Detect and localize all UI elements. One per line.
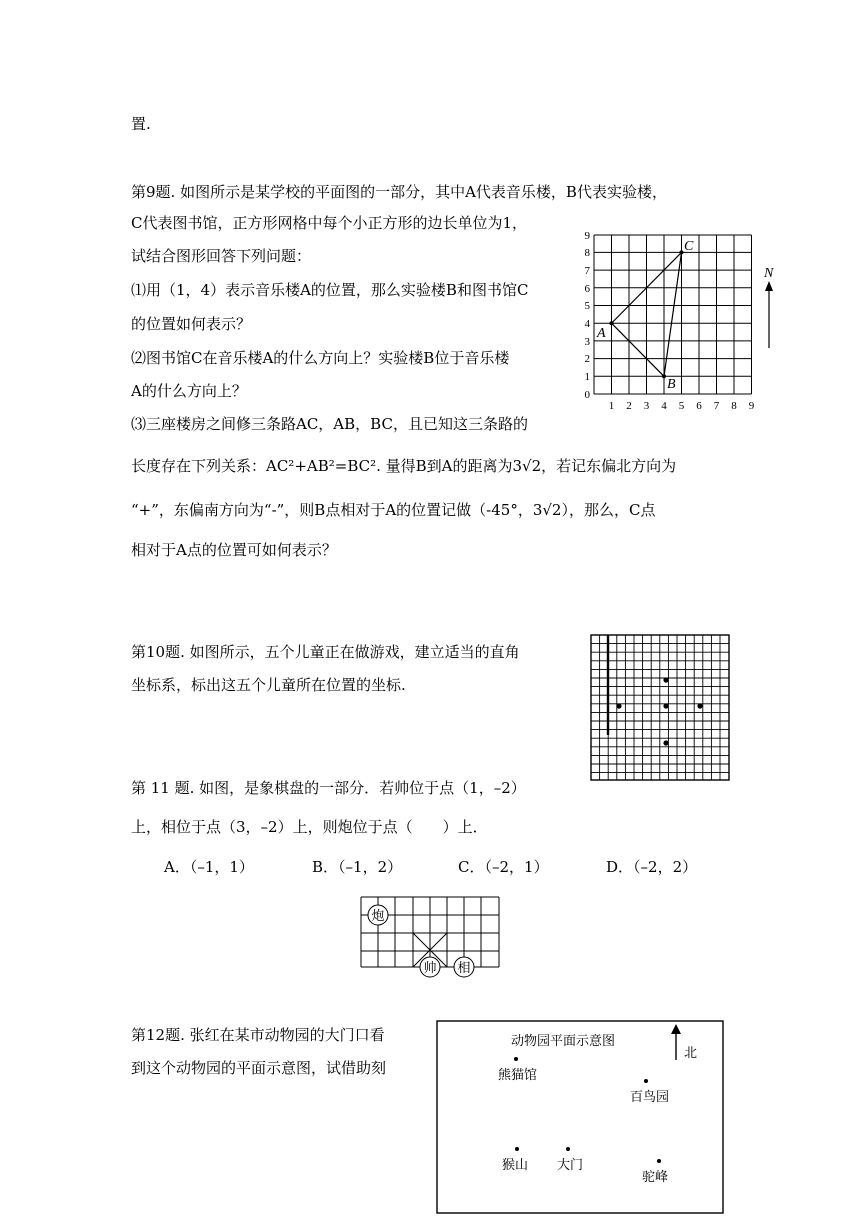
q9-line-10: “+”，东偏南方向为“-”，则B点相对于A的位置记做（-45°，3√2），那么，C点 [131, 501, 656, 519]
label-b: B [667, 377, 676, 392]
label-a: A [597, 326, 606, 341]
q12-line-1: 第12题. 张红在某市动物园的大门口看 [131, 1026, 385, 1044]
monkey-dot [515, 1147, 519, 1151]
child-point [663, 677, 668, 682]
continued-text: 置. [131, 115, 151, 133]
q9-line-9: 长度存在下列关系：AC²+AB²=BC². 量得B到A的距离为3√2，若记东偏北方向为 [131, 457, 677, 475]
y-tick: 8 [584, 247, 590, 259]
birds-label: 百鸟园 [630, 1089, 670, 1104]
child-point [697, 703, 702, 708]
x-tick: 7 [713, 400, 720, 412]
pao-label: 炮 [371, 908, 385, 923]
shuai-label: 帅 [423, 960, 437, 975]
q9-line-11: 相对于A点的位置可如何表示？ [131, 541, 337, 559]
q10-line-2: 坐标系，标出这五个儿童所在位置的坐标. [131, 676, 406, 694]
q9-line-3: 试结合图形回答下列问题： [131, 247, 312, 265]
monkey-label: 猴山 [502, 1157, 529, 1172]
x-tick: 9 [748, 400, 755, 412]
child-point [663, 703, 668, 708]
q9-line-8: ⑶三座楼房之间修三条路AC，AB，BC，且已知这三条路的 [131, 415, 528, 433]
shuai-piece [420, 957, 440, 977]
child-point [616, 703, 621, 708]
q9-line-6: ⑵图书馆C在音乐楼A的什么方向上？实验楼B位于音乐楼 [131, 349, 510, 367]
north-arrow-icon [765, 281, 773, 348]
point-b [662, 374, 666, 378]
x-tick: 8 [731, 400, 737, 412]
xiang-piece [454, 957, 474, 977]
north-arrow-icon [671, 1024, 681, 1060]
label-c: C [684, 239, 694, 254]
panda-dot [514, 1057, 518, 1061]
xiang-label: 相 [457, 960, 471, 975]
pao-piece [368, 905, 388, 925]
camel-label: 驼峰 [642, 1169, 669, 1184]
panda-label: 熊猫馆 [498, 1067, 538, 1082]
zoo-map-figure [436, 1020, 726, 1216]
x-tick: 6 [696, 400, 702, 412]
q12-line-2: 到这个动物园的平面示意图，试借助刻 [131, 1059, 387, 1077]
y-tick: 5 [584, 300, 590, 312]
q9-line-7: A的什么方向上？ [131, 382, 247, 400]
y-tick: 1 [584, 371, 590, 383]
child-point [663, 740, 668, 745]
birds-dot [644, 1079, 648, 1083]
option-d: D．（–2，2） [606, 858, 698, 876]
x-tick: 2 [626, 400, 632, 412]
y-tick: 4 [584, 318, 590, 330]
q11-line-1: 第 11 题. 如图，是象棋盘的一部分．若帅位于点（1，–2） [131, 779, 526, 797]
children-grid-figure [588, 632, 733, 784]
chessboard-figure [358, 893, 503, 983]
q9-line-1: 第9题. 如图所示是某学校的平面图的一部分，其中A代表音乐楼，B代表实验楼， [131, 183, 667, 201]
q11-line-2: 上，相位于点（3，–2）上，则炮位于点（ ）上． [131, 818, 488, 836]
point-a [610, 321, 614, 325]
campus-grid-figure [578, 228, 788, 418]
north-label: 北 [684, 1045, 698, 1060]
y-tick: 6 [584, 283, 590, 295]
x-tick: 1 [608, 400, 615, 412]
option-c: C．（–2，1） [458, 858, 549, 876]
q9-line-5: 的位置如何表示？ [131, 315, 252, 333]
y-tick: 0 [584, 389, 590, 401]
y-tick: 9 [584, 230, 590, 242]
option-b: B．（–1，2） [312, 858, 403, 876]
point-c [680, 250, 684, 254]
y-tick: 7 [584, 265, 590, 277]
q9-line-4: ⑴用（1，4）表示音乐楼A的位置，那么实验楼B和图书馆C [131, 281, 529, 299]
x-tick: 5 [678, 400, 685, 412]
option-a: A．（–1，1） [164, 858, 254, 876]
gate-label: 大门 [557, 1157, 584, 1172]
camel-dot [657, 1159, 661, 1163]
q9-line-2: C代表图书馆，正方形网格中每个小正方形的边长单位为1， [131, 214, 528, 232]
north-label: N [764, 266, 774, 281]
y-tick: 3 [584, 336, 590, 348]
gate-dot [566, 1147, 570, 1151]
y-tick: 2 [584, 353, 590, 365]
q10-line-1: 第10题. 如图所示，五个儿童正在做游戏，建立适当的直角 [131, 643, 520, 661]
x-tick: 3 [643, 400, 650, 412]
map-title: 动物园平面示意图 [511, 1033, 616, 1048]
x-tick: 4 [661, 400, 667, 412]
